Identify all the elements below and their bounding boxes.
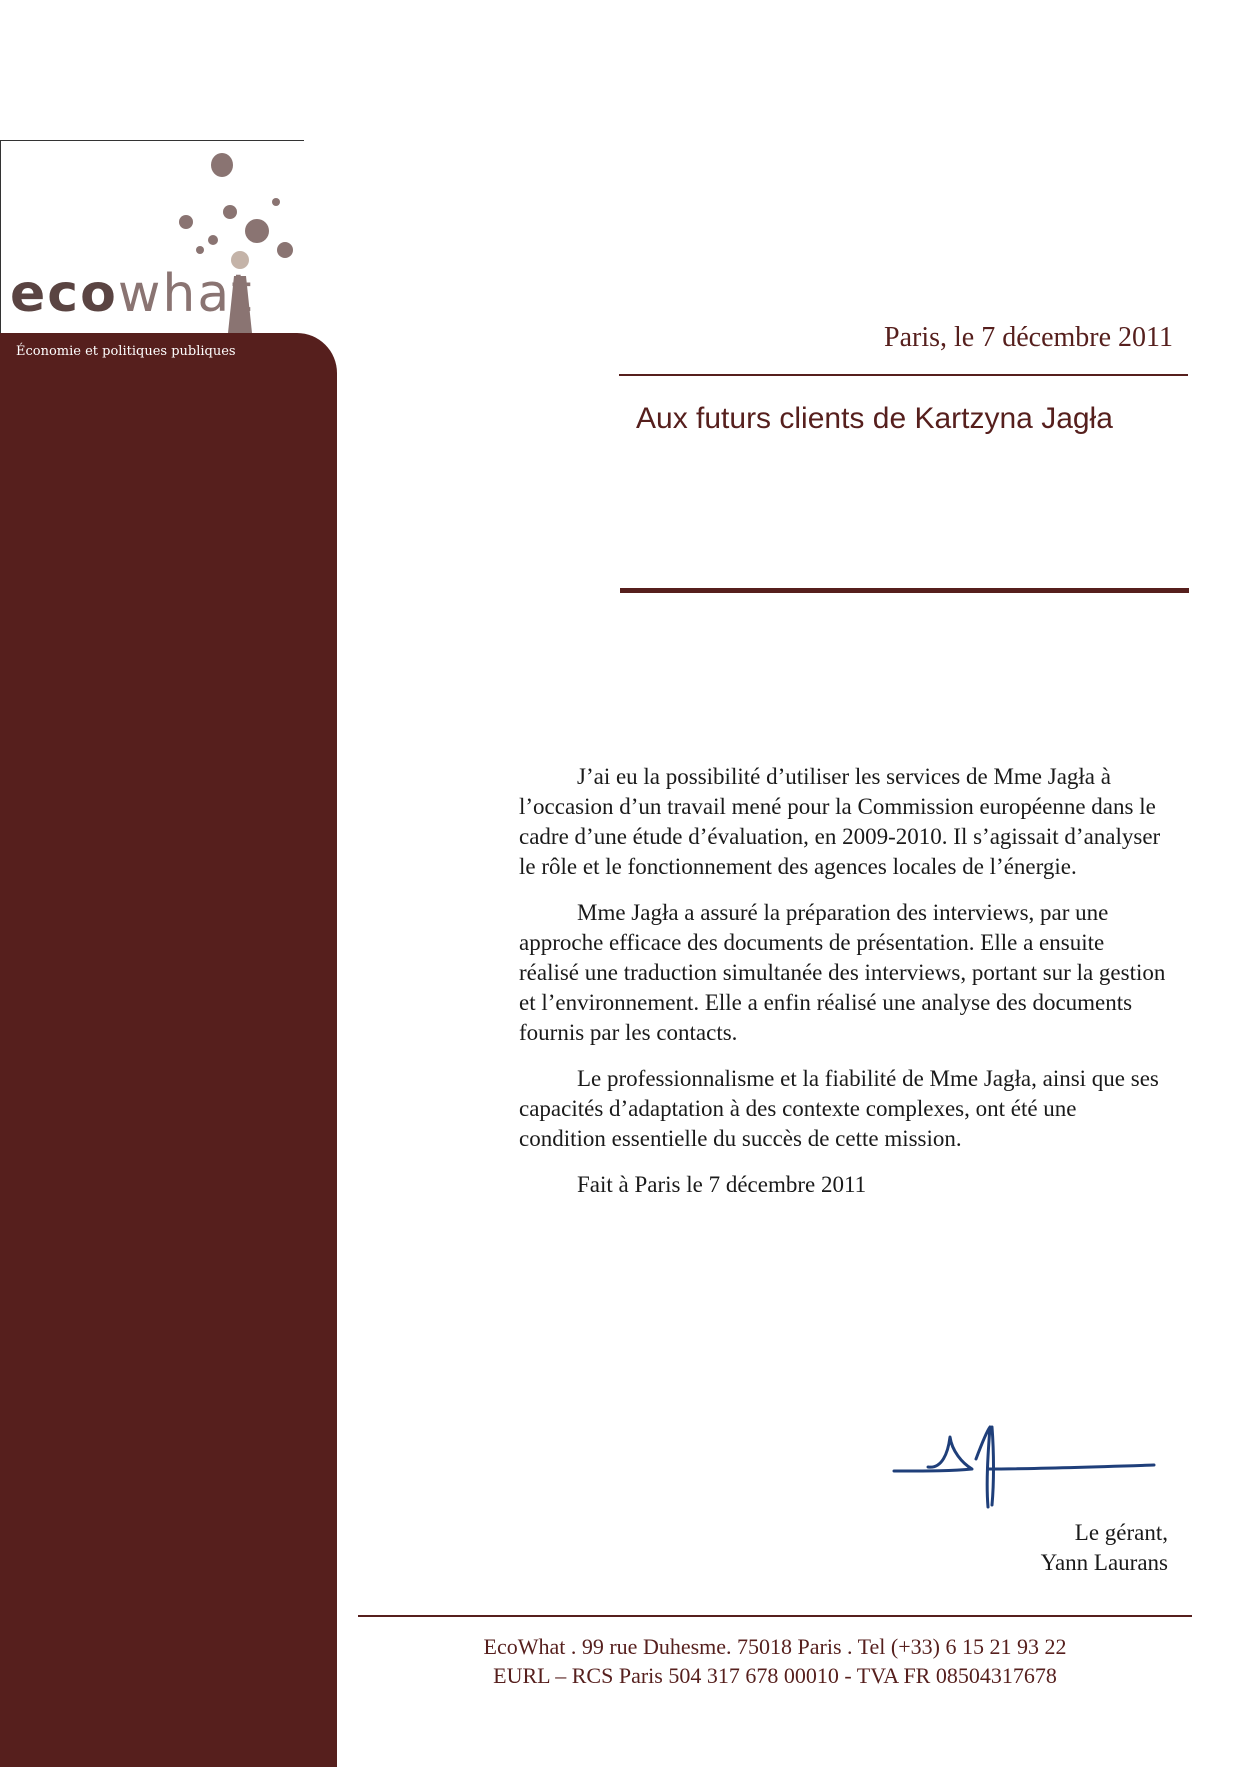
ecowhat-logo: ecowhat	[10, 264, 254, 324]
signer-title: Le gérant,	[1074, 1520, 1168, 1545]
footer-divider	[358, 1615, 1192, 1617]
company-tagline: Économie et politiques publiques	[16, 344, 236, 359]
brand-sidebar	[0, 333, 337, 1767]
signer-name: Yann Laurans	[1040, 1550, 1168, 1575]
footer-registration: EURL – RCS Paris 504 317 678 00010 - TVA FR 08504317678	[493, 1663, 1057, 1688]
signer-block	[1041, 1518, 1168, 1578]
letter-recipient: Aux futurs clients de Kartzyna Jagła	[636, 402, 1113, 435]
company-footer	[358, 1632, 1192, 1690]
body-paragraph: J’ai eu la possibilité d’utiliser les services de Mme Jagła à l’occasion d’un travail mené pour la Commission européenne dans le cadre d’une étude d’évaluation, en 2009-2010. Il s’agissait d’analyser le rôle et le fonctionnement des agences locales de l’énergie.	[519, 764, 1161, 879]
body-paragraph: Le professionnalisme et la fiabilité de Mme Jagła, ainsi que ses capacités d’adaptation à des contexte complexes, ont été une condition essentielle du succès de cette mission.	[519, 1066, 1159, 1151]
handwritten-signature	[892, 1423, 1158, 1511]
letter-date: Paris, le 7 décembre 2011	[884, 322, 1173, 353]
footer-address: EcoWhat . 99 rue Duhesme. 75018 Paris . Tel (+33) 6 15 21 93 22	[483, 1634, 1067, 1659]
header-divider	[619, 374, 1188, 376]
closing-line: Fait à Paris le 7 décembre 2011	[577, 1172, 867, 1197]
letter-body	[519, 762, 1167, 1216]
body-paragraph: Mme Jagła a assuré la préparation des interviews, par une approche efficace des documents de présentation. Elle a ensuite réalisé une traduction simultanée des interviews, portant sur la gestion et l’environnement. Elle a enfin réalisé une analyse des documents fournis par les contacts.	[519, 900, 1166, 1045]
header-bottom-rule	[620, 588, 1189, 593]
